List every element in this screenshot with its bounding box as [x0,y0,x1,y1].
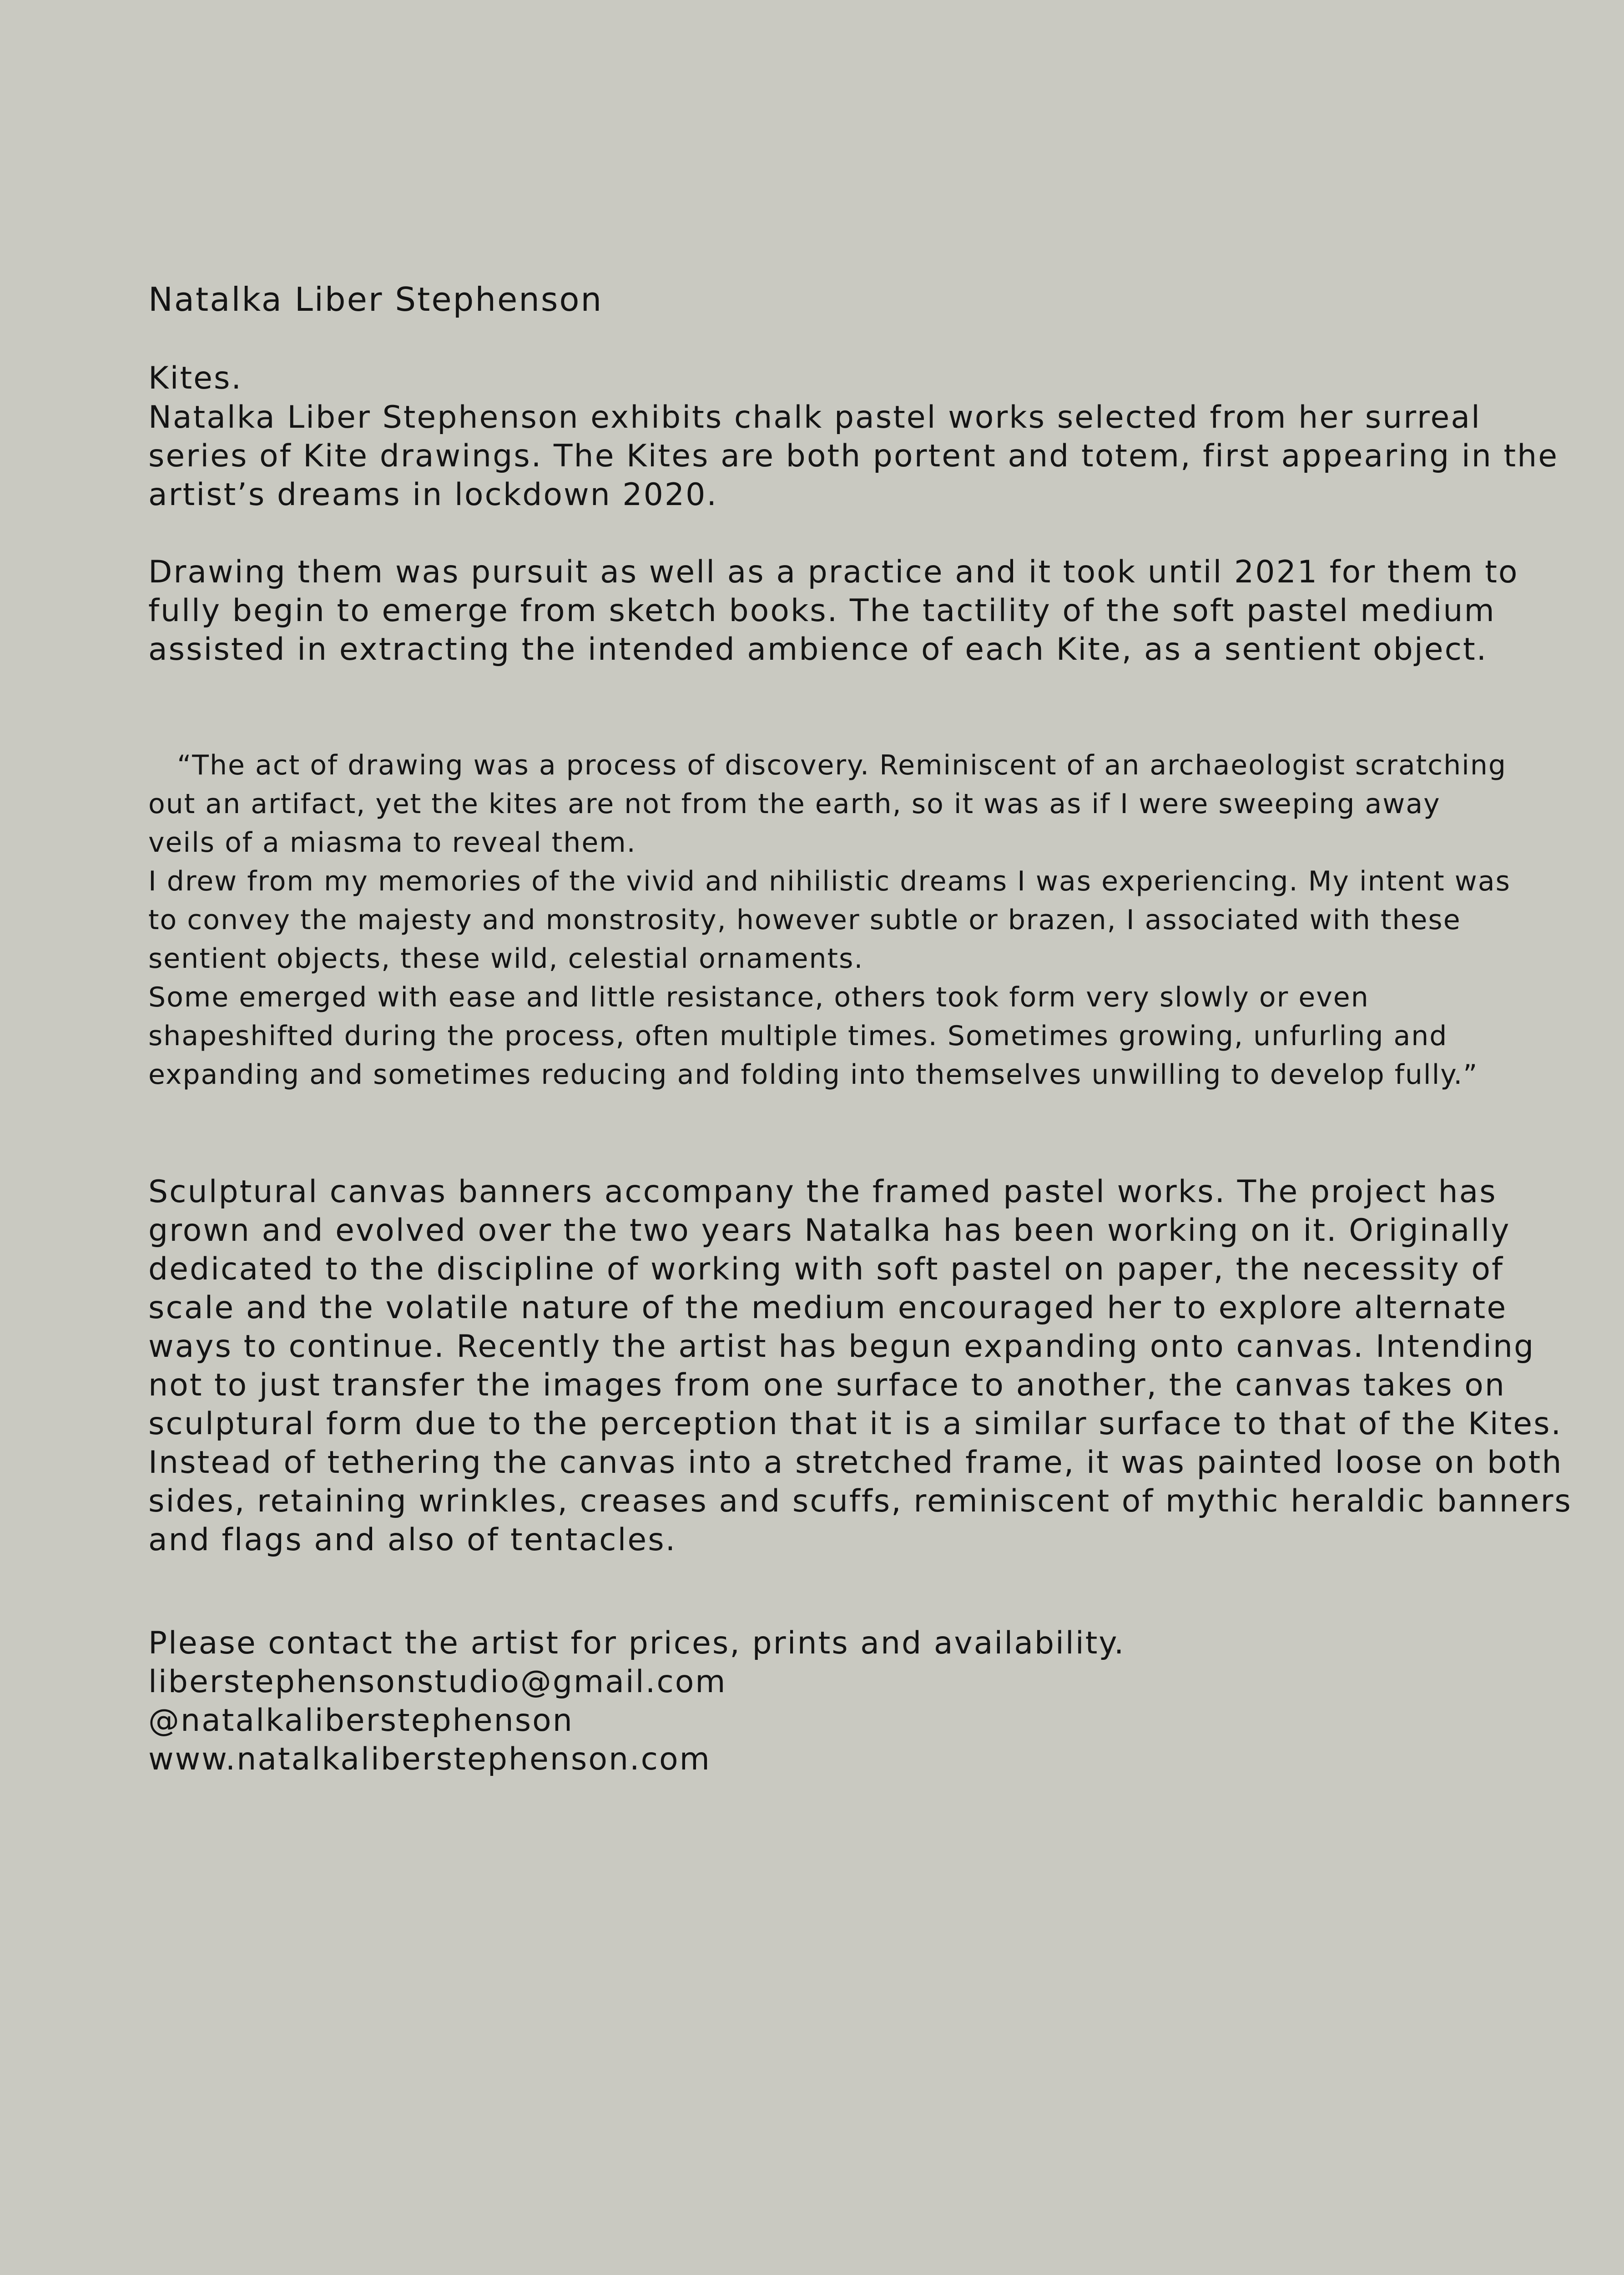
quote-line: out an artifact, yet the kites are not from the earth, so it was as if I were sweeping away [148,788,1441,820]
contact-website[interactable]: www.natalkaliberstephenson.com [148,1741,711,1777]
contact-email[interactable]: liberstephensonstudio@gmail.com [148,1664,727,1700]
intro-line: artist’s dreams in lockdown 2020. [148,477,718,513]
quote-line: shapeshifted during the process, often multiple times. Sometimes growing, unfurling and [148,1020,1448,1052]
quote-line: sentient objects, these wild, celestial ornaments. [148,943,864,975]
intro-line: series of Kite drawings. The Kites are both portent and totem, first appearing in the [148,438,1559,474]
artist-name-title: Natalka Liber Stephenson [148,280,603,318]
paragraph-line: scale and the volatile nature of the medium encouraged her to explore alternate [148,1290,1508,1326]
document-page [148,0,1572,2275]
quote-line: expanding and sometimes reducing and folding into themselves unwilling to develop fully.” [148,1059,1478,1091]
paragraph-line: sculptural form due to the perception that it is a similar surface to that of the Kites. [148,1406,1563,1442]
quote-line: Some emerged with ease and little resistance, others took form very slowly or even [148,981,1369,1013]
paragraph-line: and flags and also of tentacles. [148,1522,677,1558]
paragraph-line: not to just transfer the images from one surface to another, the canvas takes on [148,1367,1506,1403]
quote-line: I drew from my memories of the vivid and nihilistic dreams I was experiencing. My intent was [148,865,1511,897]
paragraph-line: ways to continue. Recently the artist has begun expanding onto canvas. Intending [148,1329,1535,1365]
quote-line: veils of a miasma to reveal them. [148,827,636,859]
paragraph-line: Instead of tethering the canvas into a stretched frame, it was painted loose on both [148,1445,1563,1481]
paragraph-line: Drawing them was pursuit as well as a practice and it took until 2021 for them to [148,554,1519,590]
paragraph-line: fully begin to emerge from sketch books. The tactility of the soft pastel medium [148,593,1496,629]
paragraph-line: grown and evolved over the two years Natalka has been working on it. Originally [148,1213,1511,1249]
paragraph-line: sides, retaining wrinkles, creases and scuffs, reminiscent of mythic heraldic banners [148,1483,1572,1519]
quote-line: to convey the majesty and monstrosity, however subtle or brazen, I associated with these [148,904,1461,936]
paragraph-line: assisted in extracting the intended ambience of each Kite, as a sentient object. [148,632,1488,667]
paragraph-line: dedicated to the discipline of working with soft pastel on paper, the necessity of [148,1251,1504,1287]
intro-line: Natalka Liber Stephenson exhibits chalk pastel works selected from her surreal [148,399,1481,435]
contact-note: Please contact the artist for prices, prints and availability. [148,1625,1125,1661]
contact-social-handle[interactable]: @natalkaliberstephenson [148,1703,574,1739]
quote-line: “The act of drawing was a process of discovery. Reminiscent of an archaeologist scratching [148,749,1507,781]
intro-line: Kites. [148,360,243,396]
paragraph-line: Sculptural canvas banners accompany the framed pastel works. The project has [148,1174,1497,1210]
